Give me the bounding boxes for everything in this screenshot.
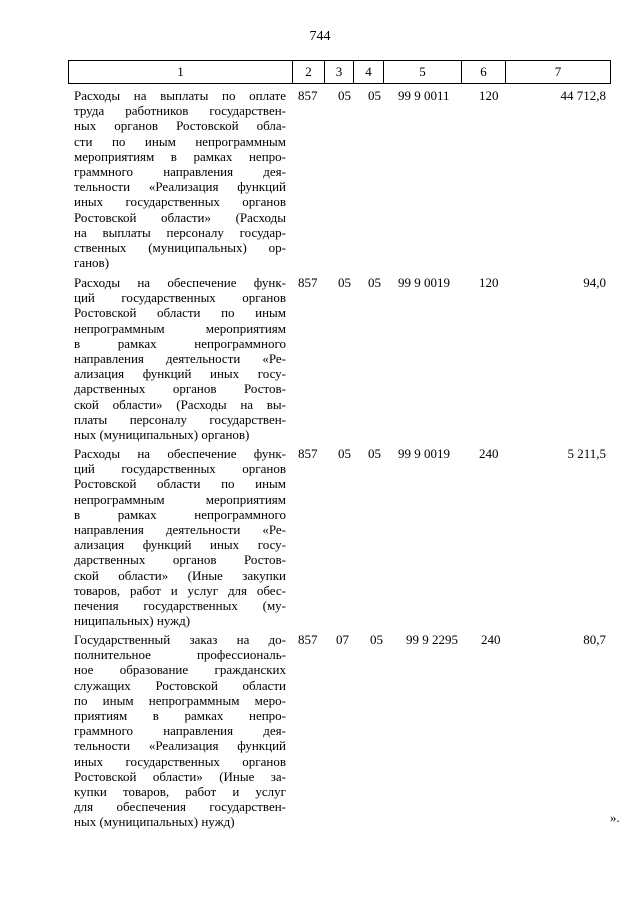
cell-subsection: 05	[370, 632, 383, 647]
cell-target: 99 9 0019	[398, 446, 450, 461]
cell-type: 120	[479, 275, 499, 290]
header-col-5: 5	[384, 61, 462, 83]
cell-amount: 44 712,8	[560, 88, 606, 103]
cell-amount: 5 211,5	[567, 446, 606, 461]
cell-subsection: 05	[368, 446, 381, 461]
cell-section: 05	[338, 275, 351, 290]
cell-section: 05	[338, 446, 351, 461]
cell-amount: 94,0	[583, 275, 606, 290]
row-description: Расходы на обеспечение функ- ций государственных органов Ростовской области по иным непрограммным мероприятиям в рамках непрограммного направления деятельности «Ре- ализация функций иных госу- дарственных органов Ростов- ской области» (Иные закупки товаров, работ и услуг для обес- печения государственных (му- ниципальных) нужд)	[74, 446, 286, 629]
table-header	[68, 60, 611, 84]
header-col-2: 2	[293, 61, 325, 83]
cell-ministry: 857	[298, 275, 318, 290]
cell-subsection: 05	[368, 275, 381, 290]
header-col-6: 6	[462, 61, 506, 83]
closing-quote: ».	[610, 810, 620, 825]
page-number: 744	[309, 29, 331, 44]
header-col-1: 1	[69, 61, 293, 83]
header-col-7: 7	[554, 64, 562, 79]
cell-type: 240	[479, 446, 499, 461]
row-description: Расходы на выплаты по оплате труда работников государствен- ных органов Ростовской обла- сти по иным непрограммным мероприятиям в рамках непро- граммного направления дея- тельности «Реализация функций иных государственных органов Ростовской области» (Расходы на выплаты персоналу государ- ственных (муниципальных) ор- ганов)	[74, 88, 286, 271]
cell-target: 99 9 0011	[398, 88, 450, 103]
cell-amount: 80,7	[583, 632, 606, 647]
cell-section: 07	[336, 632, 349, 647]
cell-ministry: 857	[298, 88, 318, 103]
header-col-4: 4	[354, 61, 384, 83]
cell-type: 240	[481, 632, 501, 647]
header-col-3: 3	[325, 61, 354, 83]
row-description: Государственный заказ на до- полнительное профессиональ- ное образование гражданских служащих Ростовской области по иным непрограммным меро- приятиям в рамках непро- граммного направления дея- тельности «Реализация функций иных государственных органов Ростовской области» (Иные за- купки товаров, работ и услуг для обеспечения государствен- ных (муниципальных) нужд)	[74, 632, 286, 830]
cell-section: 05	[338, 88, 351, 103]
cell-target: 99 9 2295	[406, 632, 458, 647]
cell-type: 120	[479, 88, 499, 103]
cell-ministry: 857	[298, 446, 318, 461]
row-description: Расходы на обеспечение функ- ций государственных органов Ростовской области по иным непрограммным мероприятиям в рамках непрограммного направления деятельности «Ре- ализация функций иных госу- дарственных органов Ростов- ской области» (Расходы на вы- платы персоналу государствен- ных (муниципальных) органов)	[74, 275, 286, 443]
cell-subsection: 05	[368, 88, 381, 103]
cell-target: 99 9 0019	[398, 275, 450, 290]
cell-ministry: 857	[298, 632, 318, 647]
